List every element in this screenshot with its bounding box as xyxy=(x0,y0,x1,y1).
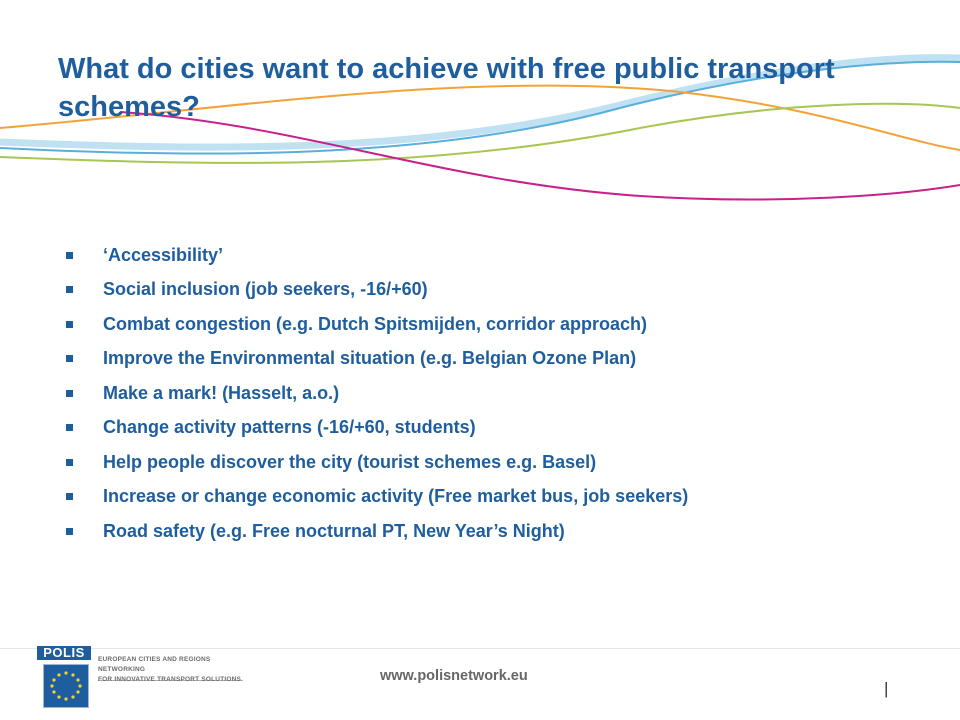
bullet-text: ‘Accessibility’ xyxy=(103,244,224,265)
square-bullet-icon xyxy=(66,424,73,431)
square-bullet-icon xyxy=(66,493,73,500)
website-url: www.polisnetwork.eu xyxy=(380,668,528,684)
page-number-mark: | xyxy=(884,679,889,698)
bullet-item xyxy=(66,342,946,377)
bullet-text: Road safety (e.g. Free nocturnal PT, New Year’s Night) xyxy=(103,520,565,541)
footer-divider xyxy=(0,648,960,649)
square-bullet-icon xyxy=(66,459,73,466)
square-bullet-icon xyxy=(66,390,73,397)
bullet-text: Combat congestion (e.g. Dutch Spitsmijden, corridor approach) xyxy=(103,313,648,334)
bullet-text: Improve the Environmental situation (e.g. Belgian Ozone Plan) xyxy=(103,348,637,369)
bullet-text: Make a mark! (Hasselt, a.o.) xyxy=(103,382,340,403)
bullet-item xyxy=(66,445,946,480)
bullet-item xyxy=(66,273,946,308)
slide-title: What do cities want to achieve with free public transport schemes? xyxy=(58,53,835,123)
tagline-line-2: FOR INNOVATIVE TRANSPORT SOLUTIONS xyxy=(98,676,242,683)
square-bullet-icon xyxy=(66,252,73,259)
eu-flag-icon xyxy=(43,664,89,708)
bullet-text: Increase or change economic activity (Free market bus, job seekers) xyxy=(103,486,689,507)
bullet-item xyxy=(66,307,946,342)
square-bullet-icon xyxy=(66,355,73,362)
polis-tagline xyxy=(98,655,258,685)
bullet-text: Help people discover the city (tourist schemes e.g. Basel) xyxy=(103,451,597,472)
bullet-item xyxy=(66,411,946,446)
square-bullet-icon xyxy=(66,286,73,293)
square-bullet-icon xyxy=(66,321,73,328)
bullet-item xyxy=(66,238,946,273)
bullet-text: Social inclusion (job seekers, -16/+60) xyxy=(103,279,428,300)
square-bullet-icon xyxy=(66,528,73,535)
polis-logo-text: POLIS xyxy=(37,646,91,660)
bullet-item xyxy=(66,480,946,515)
bullet-item xyxy=(66,514,946,549)
bullet-list xyxy=(66,238,946,549)
tagline-line-1: EUROPEAN CITIES AND REGIONS NETWORKING xyxy=(98,656,211,673)
bullet-text: Change activity patterns (-16/+60, students) xyxy=(103,417,476,438)
bullet-item xyxy=(66,376,946,411)
